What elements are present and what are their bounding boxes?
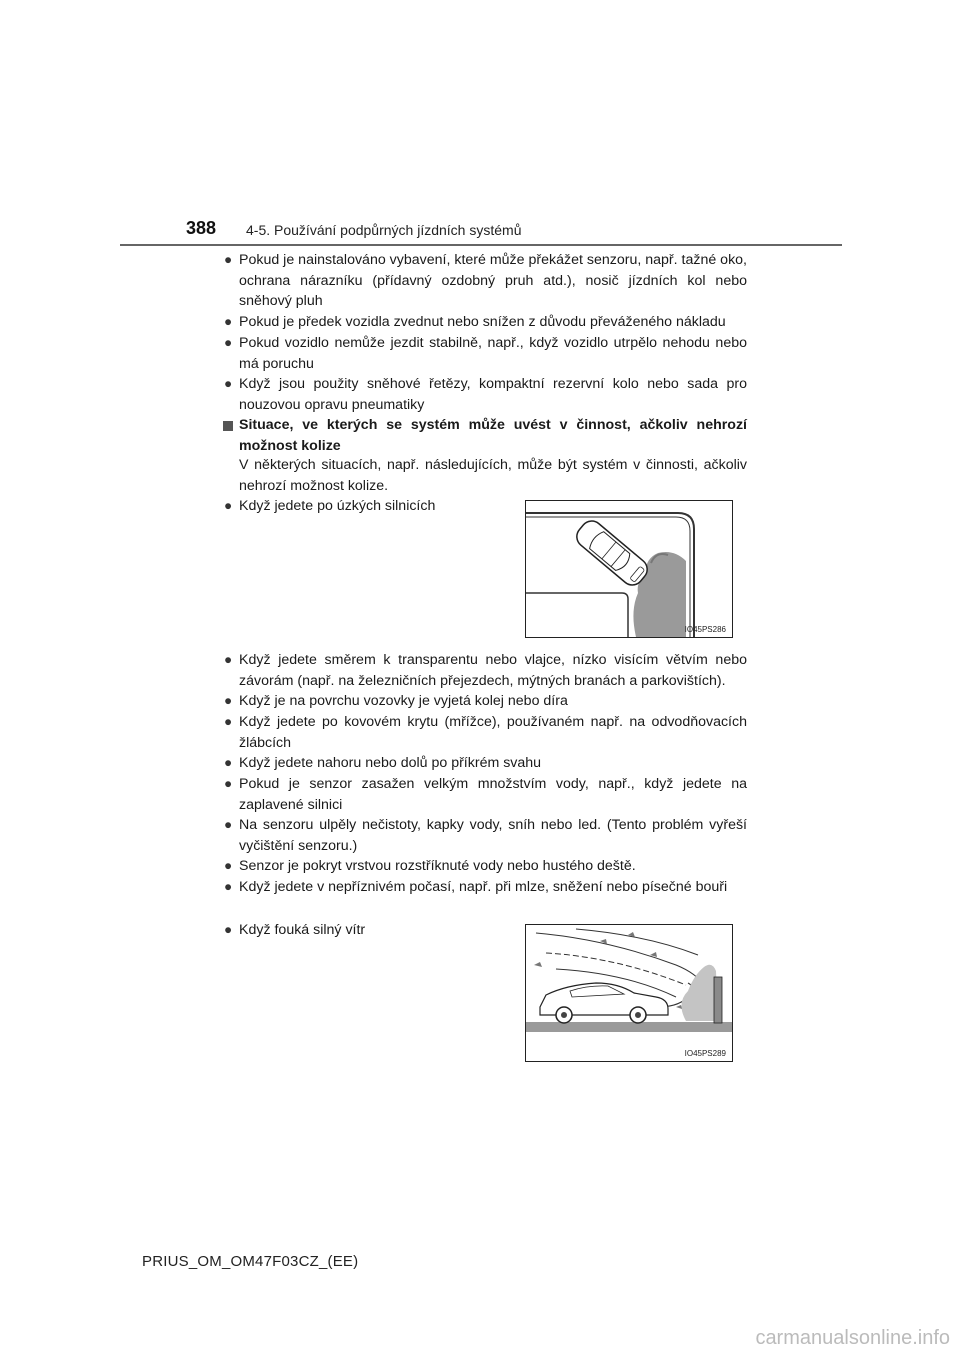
list-item: Když fouká silný vítr bbox=[239, 922, 366, 938]
watermark: carmanualsonline.info bbox=[755, 1327, 950, 1349]
list-item: Když jedete po kovovém krytu (mřížce), používaném např. na odvodňovacích žlábcích bbox=[239, 714, 747, 751]
bullet-icon: ● bbox=[224, 335, 233, 350]
bullet-icon: ● bbox=[224, 858, 233, 873]
bullet-icon: ● bbox=[224, 314, 233, 329]
bullet-icon: ● bbox=[224, 755, 233, 770]
section-marker-icon bbox=[223, 421, 233, 431]
bullet-icon: ● bbox=[224, 693, 233, 708]
header-divider bbox=[120, 244, 842, 246]
bullet-icon: ● bbox=[224, 252, 233, 267]
list-item: Když jsou použity sněhové řetězy, kompaktní rezervní kolo nebo sada pro nouzovou opravu pneumatiky bbox=[239, 376, 747, 413]
list-item: Když jedete nahoru nebo dolů po příkrém svahu bbox=[239, 755, 542, 771]
narrow-road-illustration bbox=[526, 501, 732, 637]
bullet-icon: ● bbox=[224, 776, 233, 791]
bullet-icon: ● bbox=[224, 652, 233, 667]
document-footer: PRIUS_OM_OM47F03CZ_(EE) bbox=[142, 1253, 359, 1270]
list-item: Pokud vozidlo nemůže jezdit stabilně, např., když vozidlo utrpělo nehodu nebo má poruchu bbox=[239, 335, 747, 372]
figure-label: IO45PS286 bbox=[684, 625, 726, 634]
list-item: Když jedete směrem k transparentu nebo vlajce, nízko visícím větvím nebo závorám (např. na železničních přejezdech, mýtných branách a parkovištích). bbox=[239, 652, 747, 689]
section-title: 4-5. Používání podpůrných jízdních systémů bbox=[246, 222, 522, 238]
list-item: Pokud je předek vozidla zvednut nebo snížen z důvodu převáženého nákladu bbox=[239, 314, 726, 330]
bullet-icon: ● bbox=[224, 817, 233, 832]
bullet-icon: ● bbox=[224, 922, 233, 937]
list-item: Když jedete po úzkých silnicích bbox=[239, 498, 436, 514]
list-item: Když je na povrchu vozovky je vyjetá kolej nebo díra bbox=[239, 693, 568, 709]
bullet-icon: ● bbox=[224, 879, 233, 894]
page-number: 388 bbox=[186, 218, 217, 238]
figure-narrow-road bbox=[525, 500, 733, 638]
subheading: Situace, ve kterých se systém může uvést v činnost, ačkoliv nehrozí možnost kolize bbox=[239, 417, 747, 454]
list-item: Pokud je senzor zasažen velkým množstvím vody, např., když jedete na zaplavené silnici bbox=[239, 776, 747, 813]
list-item: Senzor je pokryt vrstvou rozstříknuté vody nebo hustého deště. bbox=[239, 858, 636, 874]
bullet-icon: ● bbox=[224, 498, 233, 513]
strong-wind-illustration bbox=[526, 925, 732, 1061]
bullet-icon: ● bbox=[224, 714, 233, 729]
list-item: Na senzoru ulpěly nečistoty, kapky vody, sníh nebo led. (Tento problém vyřeší vyčištění senzoru.) bbox=[239, 817, 747, 854]
bullet-icon: ● bbox=[224, 376, 233, 391]
intro-paragraph: V některých situacích, např. následujících, může být systém v činnosti, ačkoliv nehrozí možnost kolize. bbox=[239, 457, 747, 494]
list-item: Když jedete v nepříznivém počasí, např. při mlze, sněžení nebo písečné bouři bbox=[239, 879, 728, 895]
list-item: Pokud je nainstalováno vybavení, které může překážet senzoru, např. tažné oko, ochrana nárazníku (přídavný ozdobný pruh atd.), nosič jízdních kol nebo sněhový pluh bbox=[239, 252, 747, 309]
figure-label: IO45PS289 bbox=[684, 1049, 726, 1058]
figure-strong-wind bbox=[525, 924, 733, 1062]
